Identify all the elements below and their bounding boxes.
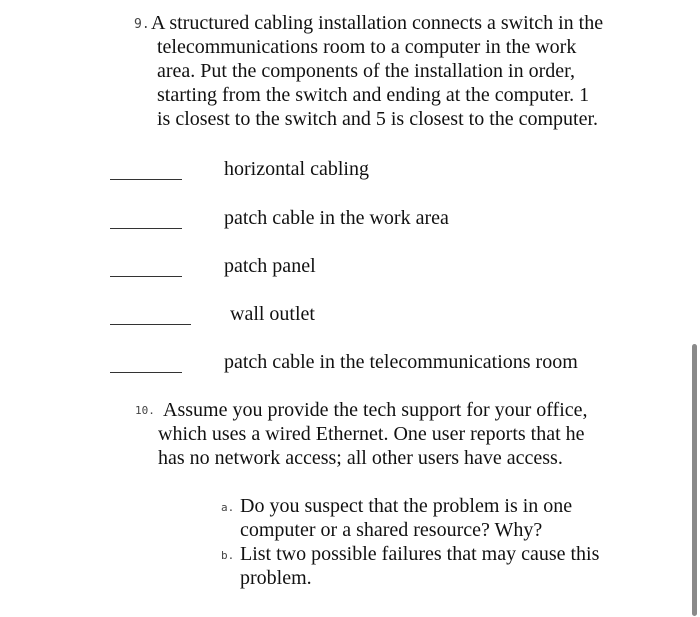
answer-blank-2[interactable] bbox=[110, 228, 182, 229]
question-9-line: starting from the switch and ending at the computer. 1 bbox=[157, 84, 590, 106]
question-10-number: 10. bbox=[135, 404, 155, 417]
subquestion-b-label: b. bbox=[221, 549, 235, 562]
question-10-line: has no network access; all other users have access. bbox=[158, 447, 563, 469]
question-9-line: area. Put the components of the installation in order, bbox=[157, 60, 575, 82]
question-9-line: is closest to the switch and 5 is closest to the computer. bbox=[157, 108, 599, 130]
answer-blank-3[interactable] bbox=[110, 276, 182, 277]
component-item: patch panel bbox=[224, 255, 316, 277]
component-item: wall outlet bbox=[230, 303, 315, 325]
subquestion-a-line: Do you suspect that the problem is in one bbox=[240, 495, 573, 517]
component-item: patch cable in the telecommunications room bbox=[224, 351, 578, 373]
answer-blank-5[interactable] bbox=[110, 372, 182, 373]
component-item: patch cable in the work area bbox=[224, 207, 449, 229]
component-item: horizontal cabling bbox=[224, 158, 369, 180]
question-9-line: telecommunications room to a computer in the work bbox=[157, 36, 577, 58]
question-9-number: 9. bbox=[134, 17, 150, 32]
subquestion-a-line: computer or a shared resource? Why? bbox=[240, 519, 543, 541]
question-10-line: which uses a wired Ethernet. One user reports that he bbox=[158, 423, 585, 445]
subquestion-a-text bbox=[240, 494, 572, 542]
subquestion-a-label: a. bbox=[221, 501, 235, 514]
question-9-line: A structured cabling installation connects a switch in the bbox=[151, 12, 604, 34]
question-10-text bbox=[158, 398, 588, 470]
answer-blank-4[interactable] bbox=[110, 324, 191, 325]
question-10-line: Assume you provide the tech support for your office, bbox=[163, 399, 588, 421]
subquestion-b-text bbox=[240, 542, 599, 590]
vertical-scrollbar[interactable] bbox=[692, 344, 697, 616]
subquestion-b-line: problem. bbox=[240, 567, 312, 589]
question-9-text bbox=[151, 11, 603, 131]
subquestion-b-line: List two possible failures that may cause this bbox=[240, 543, 600, 565]
answer-blank-1[interactable] bbox=[110, 179, 182, 180]
